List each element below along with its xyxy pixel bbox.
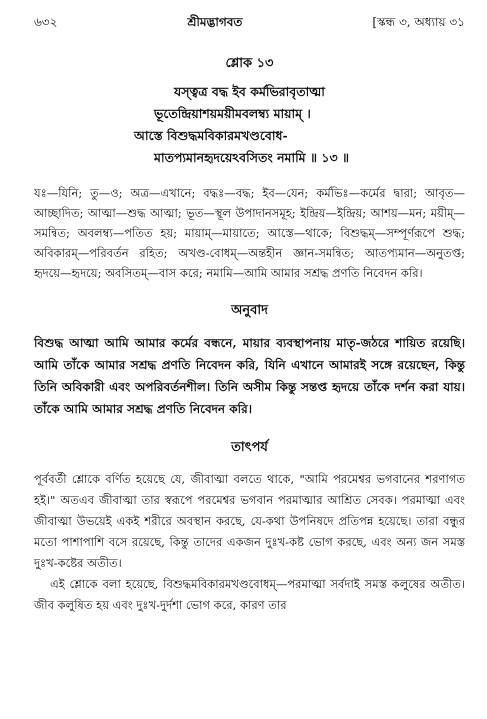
purport-paragraph: এই শ্লোকে বলা হয়েছে, বিশুদ্ধমবিকারমখণ্ডবোধম্—পরমাত্মা সর্বদাই সমস্ত কলুষের অতীত। জীব কলুষিত হয় এবং দুঃখ-দুর্দশা ভোগ করে, কারণ তার: [34, 577, 465, 612]
page-number: ৬৩২: [34, 15, 58, 29]
purport-heading: তাৎপর্য: [231, 440, 268, 455]
verse-line: যস্ত্বত্র বদ্ধ ইব কর্মভিরাবৃতাত্মা: [174, 84, 325, 99]
translation-heading: অনুবাদ: [231, 303, 268, 318]
sanskrit-verse: [34, 81, 465, 169]
shloka-title: শ্লোক ১৩: [225, 56, 274, 71]
translation-text: বিশুদ্ধ আত্মা আমি আমার কর্মের বন্ধনে, মায়ার ব্যবস্থাপনায় মাতৃ-জঠরে শায়িত রয়েছি। আমি তাঁকে আমার সশ্রদ্ধ প্রণতি নিবেদন করি, যিনি এখানে আমারই সঙ্গে রয়েছেন, কিন্তু তিনি অবিকারী এবং অপরিবর্তনশীল। তিনি অসীম কিন্তু সন্তপ্ত হৃদয়ে তাঁকে দর্শন করা যায়। তাঁকে আমি আমার সশ্রদ্ধ প্রণতি নিবেদন করি।: [34, 336, 465, 416]
verse-line: আস্তে বিশুদ্ধমবিকারমখণ্ডবোধ-: [134, 128, 288, 143]
page-header: [34, 14, 465, 34]
verse-line: ভূতেন্দ্রিয়াশয়ময়ীমবলম্ব্য মায়াম্ ।: [154, 106, 311, 121]
word-synonyms: যঃ—যিনি; তু—ও; অত্র—এখানে; বদ্ধঃ—বদ্ধ; ইব—যেন; কর্মভিঃ—কর্মের দ্বারা; আবৃত—আচ্ছাদিত; আত্মা—শুদ্ধ আত্মা; ভূত—স্থূল উপাদানসমূহ; ইন্দ্রিয়—ইন্দ্রিয়; আশয়—মন; ময়ীম্—সমন্বিত; অবলম্ব্য—পতিত হয়; মায়াম্—মায়াতে; আস্তে—থাকে; বিশুদ্ধম্—সম্পূর্ণরূপে শুদ্ধ; অবিকারম্—পরিবর্তন রহিত; অখণ্ড-বোধম্—অন্তহীন জ্ঞান-সমন্বিত; আতপ্যমান—অনুতপ্ত; হৃদয়ে—হৃদয়ে; অবসিতম্—বাস করে; নমামি—আমি আমার সশ্রদ্ধ প্রণতি নিবেদন করি।: [34, 186, 465, 280]
book-title: শ্রীমদ্ভাগবত: [187, 15, 243, 29]
verse-line: মাতপ্যমানহৃদয়েঽবসিতং নমামি ॥ ১৩ ॥: [154, 150, 350, 165]
purport-text: [34, 469, 465, 616]
purport-paragraph: পূর্ববর্তী শ্লোকে বর্ণিত হয়েছে যে, জীবাত্মা বলতে থাকে, "আমি পরমেশ্বর ভগবানের শরণাগত হই।" অতএব জীবাত্মা তার স্বরূপে পরমেশ্বর ভগবান পরমাত্মার আশ্রিত সেবক। পরমাত্মা এবং জীবাত্মা উভয়েই একই শরীরে অবস্থান করছে, যে-কথা উপনিষদে প্রতিপন্ন হয়েছে। তারা বন্ধুর মতো পাশাপাশি বসে রয়েছে, কিন্তু তাদের একজন দুঃখ-কষ্ট ভোগ করছে, এবং অন্য জন সমস্ত দুঃখ-কষ্টের অতীত।: [34, 472, 465, 570]
canto-chapter: [স্কন্ধ ৩, অধ্যায় ৩১: [372, 15, 465, 29]
